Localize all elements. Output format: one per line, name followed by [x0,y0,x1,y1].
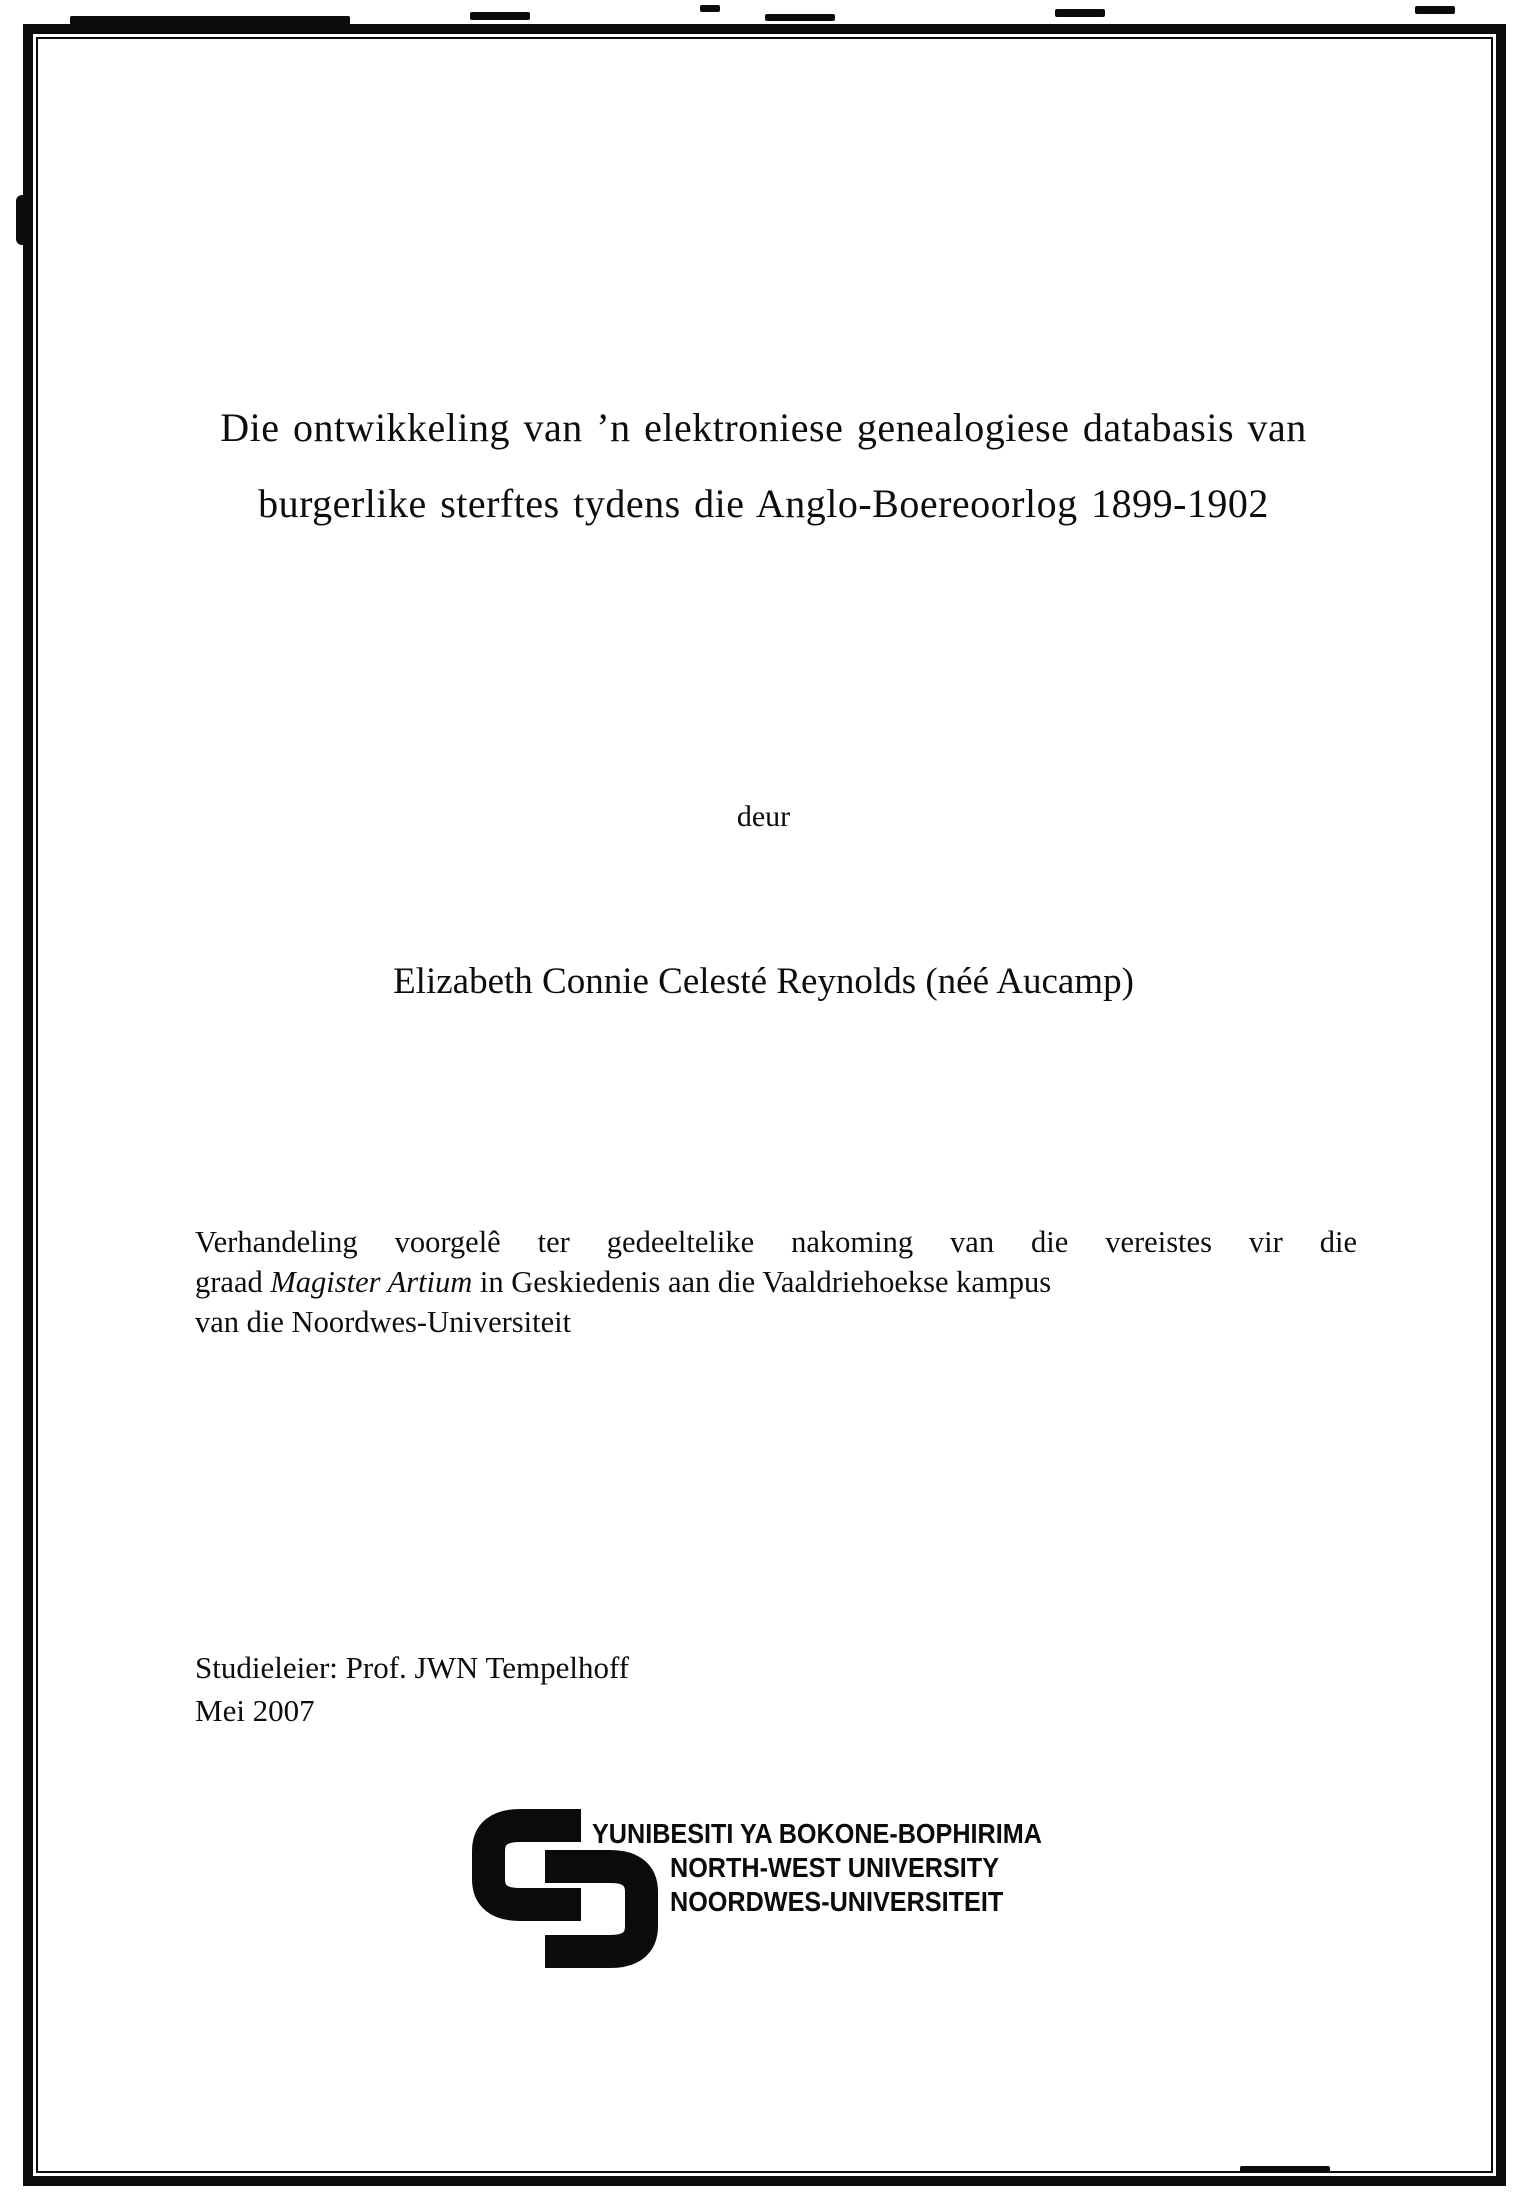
scan-artifact [70,16,350,25]
university-name-block [592,1817,1092,1919]
thesis-title-line-2: burgerlike sterftes tydens die Anglo-Boereoorlog 1899-1902 [258,481,1269,526]
degree-statement-line-2-pre: graad [195,1265,271,1299]
scan-artifact [765,14,835,21]
degree-statement-line-2 [195,1262,1357,1302]
date-line: Mei 2007 [195,1693,315,1728]
scan-artifact [1055,9,1105,17]
scan-artifact [1240,2166,1330,2173]
university-name-setswana: YUNIBESITI YA BOKONE-BOPHIRIMA [592,1818,1042,1849]
scan-artifact [470,12,530,20]
scan-artifact [16,195,32,245]
thesis-title-line-1: Die ontwikkeling van ’n elektroniese genealogiese databasis van [220,405,1307,450]
degree-statement [195,1222,1357,1342]
degree-statement-line-2-post: in Geskiedenis aan die Vaaldriehoekse kampus [472,1265,1052,1299]
supervisor-line: Studieleier: Prof. JWN Tempelhoff [195,1650,630,1685]
degree-statement-line-1: Verhandeling voorgelê ter gedeeltelike nakoming van die vereistes vir die [195,1225,1357,1259]
supervisor-block [195,1646,629,1732]
degree-name: Magister Artium [270,1265,473,1299]
scan-artifact [700,5,720,12]
scan-artifact [1415,6,1455,14]
university-name-english: NORTH-WEST UNIVERSITY [670,1852,1000,1883]
thesis-title [90,390,1437,542]
degree-statement-line-3: van die Noordwes-Universiteit [195,1305,572,1339]
university-name-afrikaans: NOORDWES-UNIVERSITEIT [670,1886,1004,1917]
byline: deur [736,800,791,833]
author-name: Elizabeth Connie Celesté Reynolds (néé Aucamp) [393,961,1134,1002]
